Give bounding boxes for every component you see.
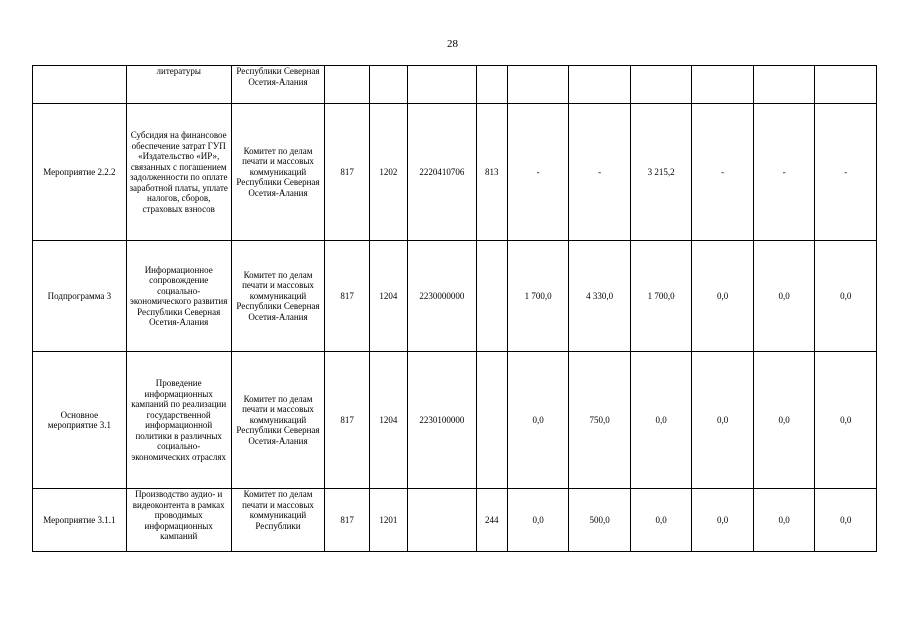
- row-grbs: 817: [325, 104, 369, 241]
- table-row: [33, 104, 877, 241]
- row-name: Мероприятие 3.1.1: [33, 489, 127, 552]
- row-year-4: -: [692, 104, 754, 241]
- row-grbs: [325, 66, 369, 104]
- page-number: 28: [447, 38, 458, 50]
- row-name: [33, 66, 127, 104]
- row-year-4: 0,0: [692, 241, 754, 352]
- row-year-1: 0,0: [507, 489, 569, 552]
- row-year-5: [753, 66, 815, 104]
- row-vr: 244: [476, 489, 507, 552]
- row-rzpr: [369, 66, 407, 104]
- row-vr: [476, 352, 507, 489]
- row-csr: 2230100000: [408, 352, 477, 489]
- row-year-6: 0,0: [815, 241, 877, 352]
- row-year-2: 750,0: [569, 352, 631, 489]
- row-grbs: 817: [325, 352, 369, 489]
- row-executor: Комитет по делам печати и массовых коммуникаций Республики Северная Осетия-Алания: [231, 241, 325, 352]
- table-row: [33, 241, 877, 352]
- row-name: Основное мероприятие 3.1: [33, 352, 127, 489]
- row-year-3: 3 215,2: [630, 104, 692, 241]
- row-vr: 813: [476, 104, 507, 241]
- row-year-1: 1 700,0: [507, 241, 569, 352]
- row-year-3: 0,0: [630, 489, 692, 552]
- row-executor: Комитет по делам печати и массовых коммуникаций Республики Северная Осетия-Алания: [231, 352, 325, 489]
- row-year-5: -: [753, 104, 815, 241]
- row-rzpr: 1204: [369, 241, 407, 352]
- row-year-6: 0,0: [815, 489, 877, 552]
- table-row: [33, 352, 877, 489]
- row-year-4: 0,0: [692, 352, 754, 489]
- row-vr: [476, 241, 507, 352]
- row-grbs: 817: [325, 241, 369, 352]
- row-executor: Комитет по делам печати и массовых коммуникаций Республики Северная Осетия-Алания: [231, 104, 325, 241]
- row-year-5: 0,0: [753, 489, 815, 552]
- row-rzpr: 1204: [369, 352, 407, 489]
- table-row: [33, 489, 877, 552]
- row-year-3: 0,0: [630, 352, 692, 489]
- row-vr: [476, 66, 507, 104]
- row-year-2: [569, 66, 631, 104]
- row-year-6: -: [815, 104, 877, 241]
- row-year-1: 0,0: [507, 352, 569, 489]
- row-year-3: 1 700,0: [630, 241, 692, 352]
- row-name: Мероприятие 2.2.2: [33, 104, 127, 241]
- row-year-5: 0,0: [753, 241, 815, 352]
- row-year-4: [692, 66, 754, 104]
- row-csr: 2220410706: [408, 104, 477, 241]
- row-rzpr: 1202: [369, 104, 407, 241]
- row-year-6: [815, 66, 877, 104]
- row-executor: Комитет по делам печати и массовых коммуникаций Республики: [231, 489, 325, 552]
- row-description: Субсидия на финансовое обеспечение затрат ГУП «Издательство «ИР», связанных с погашением задолженности по оплате заработной платы, уплате налогов, сборов, страховых взносов: [126, 104, 231, 241]
- row-year-4: 0,0: [692, 489, 754, 552]
- row-csr: [408, 66, 477, 104]
- row-name: Подпрограмма 3: [33, 241, 127, 352]
- row-year-6: 0,0: [815, 352, 877, 489]
- row-description: Информационное сопровождение социально-экономического развития Республики Северная Осетия-Алания: [126, 241, 231, 352]
- row-year-1: [507, 66, 569, 104]
- table-row: [33, 66, 877, 104]
- row-rzpr: 1201: [369, 489, 407, 552]
- row-grbs: 817: [325, 489, 369, 552]
- row-description: Производство аудио- и видеоконтента в рамках проводимых информационных кампаний: [126, 489, 231, 552]
- row-description: литературы: [126, 66, 231, 104]
- row-year-2: -: [569, 104, 631, 241]
- budget-table: [32, 65, 877, 552]
- row-year-1: -: [507, 104, 569, 241]
- row-csr: 2230000000: [408, 241, 477, 352]
- row-csr: [408, 489, 477, 552]
- row-executor: Республики Северная Осетия-Алания: [231, 66, 325, 104]
- row-year-2: 500,0: [569, 489, 631, 552]
- row-year-5: 0,0: [753, 352, 815, 489]
- row-year-3: [630, 66, 692, 104]
- row-description: Проведение информационных кампаний по реализации государственной информационной политики в различных социально-экономических отраслях: [126, 352, 231, 489]
- row-year-2: 4 330,0: [569, 241, 631, 352]
